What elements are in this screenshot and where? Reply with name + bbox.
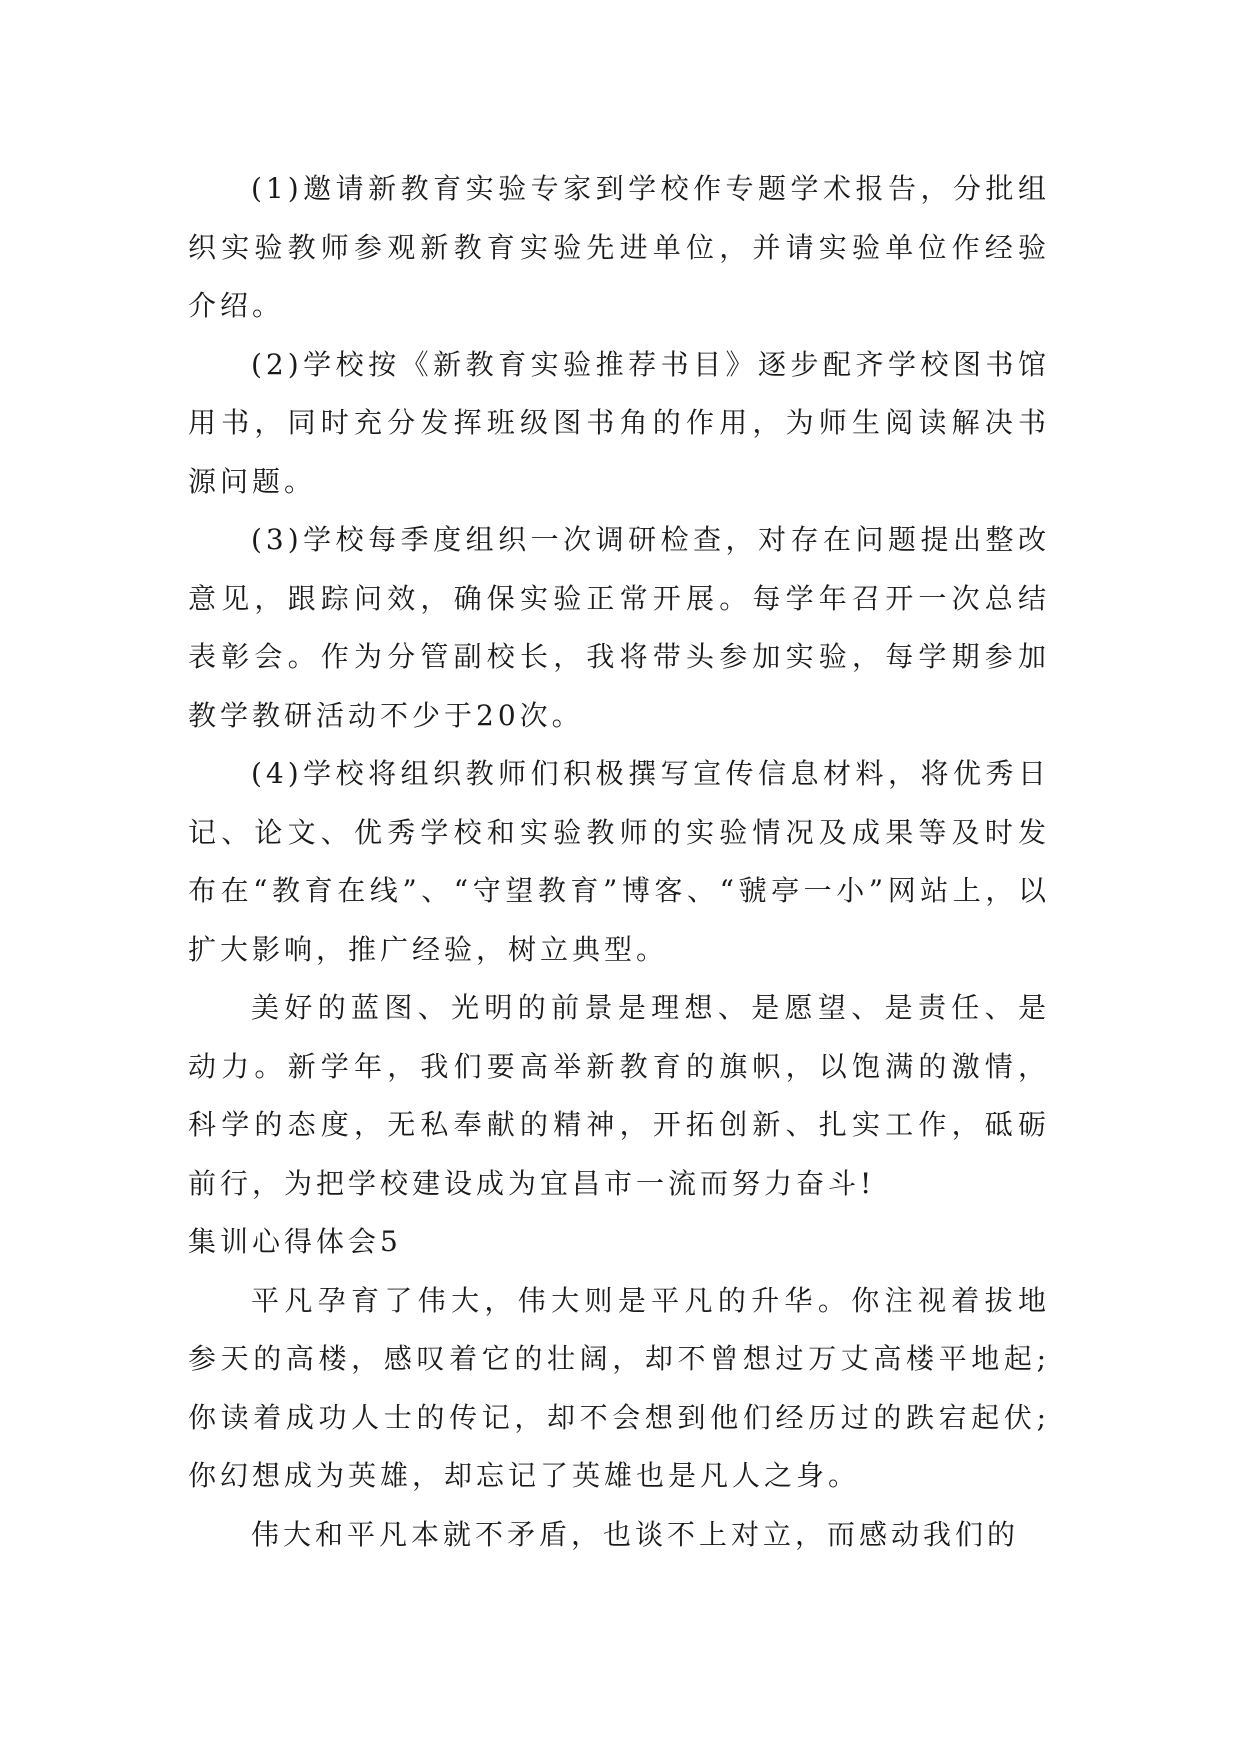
paragraph-item-3: (3)学校每季度组织一次调研检查，对存在问题提出整改意见，跟踪问效，确保实验正常开展。每学年召开一次总结表彰会。作为分管副校长，我将带头参加实验，每学期参加教学教研活动不少于20次。 <box>188 523 1050 732</box>
document-body <box>188 160 1050 1564</box>
paragraph-item-2: (2)学校按《新教育实验推荐书目》逐步配齐学校图书馆用书，同时充分发挥班级图书角的作用，为师生阅读解决书源问题。 <box>188 347 1050 498</box>
paragraph-item-1: (1)邀请新教育实验专家到学校作专题学术报告，分批组织实验教师参观新教育实验先进单位，并请实验单位作经验介绍。 <box>188 172 1050 322</box>
paragraph-section-continued: 伟大和平凡本就不矛盾，也谈不上对立，而感动我们的 <box>251 1517 1020 1551</box>
paragraph-closing: 美好的蓝图、光明的前景是理想、是愿望、是责任、是动力。新学年，我们要高举新教育的旗帜，以饱满的激情，科学的态度，无私奉献的精神，开拓创新、扎实工作，砥砺前行，为把学校建设成为宜昌市一流而努力奋斗! <box>188 991 1050 1200</box>
paragraph-section-intro: 平凡孕育了伟大，伟大则是平凡的升华。你注视着拔地参天的高楼，感叹着它的壮阔，却不曾想过万丈高楼平地起;你读着成功人士的传记，却不会想到他们经历过的跌宕起伏;你幻想成为英雄，却忘记了英雄也是凡人之身。 <box>188 1283 1050 1492</box>
paragraph-item-4: (4)学校将组织教师们积极撰写宣传信息材料，将优秀日记、论文、优秀学校和实验教师的实验情况及成果等及时发布在“教育在线”、“守望教育”博客、“虢亭一小”网站上，以扩大影响，推广经验，树立典型。 <box>188 757 1050 966</box>
section-heading: 集训心得体会5 <box>188 1225 402 1258</box>
